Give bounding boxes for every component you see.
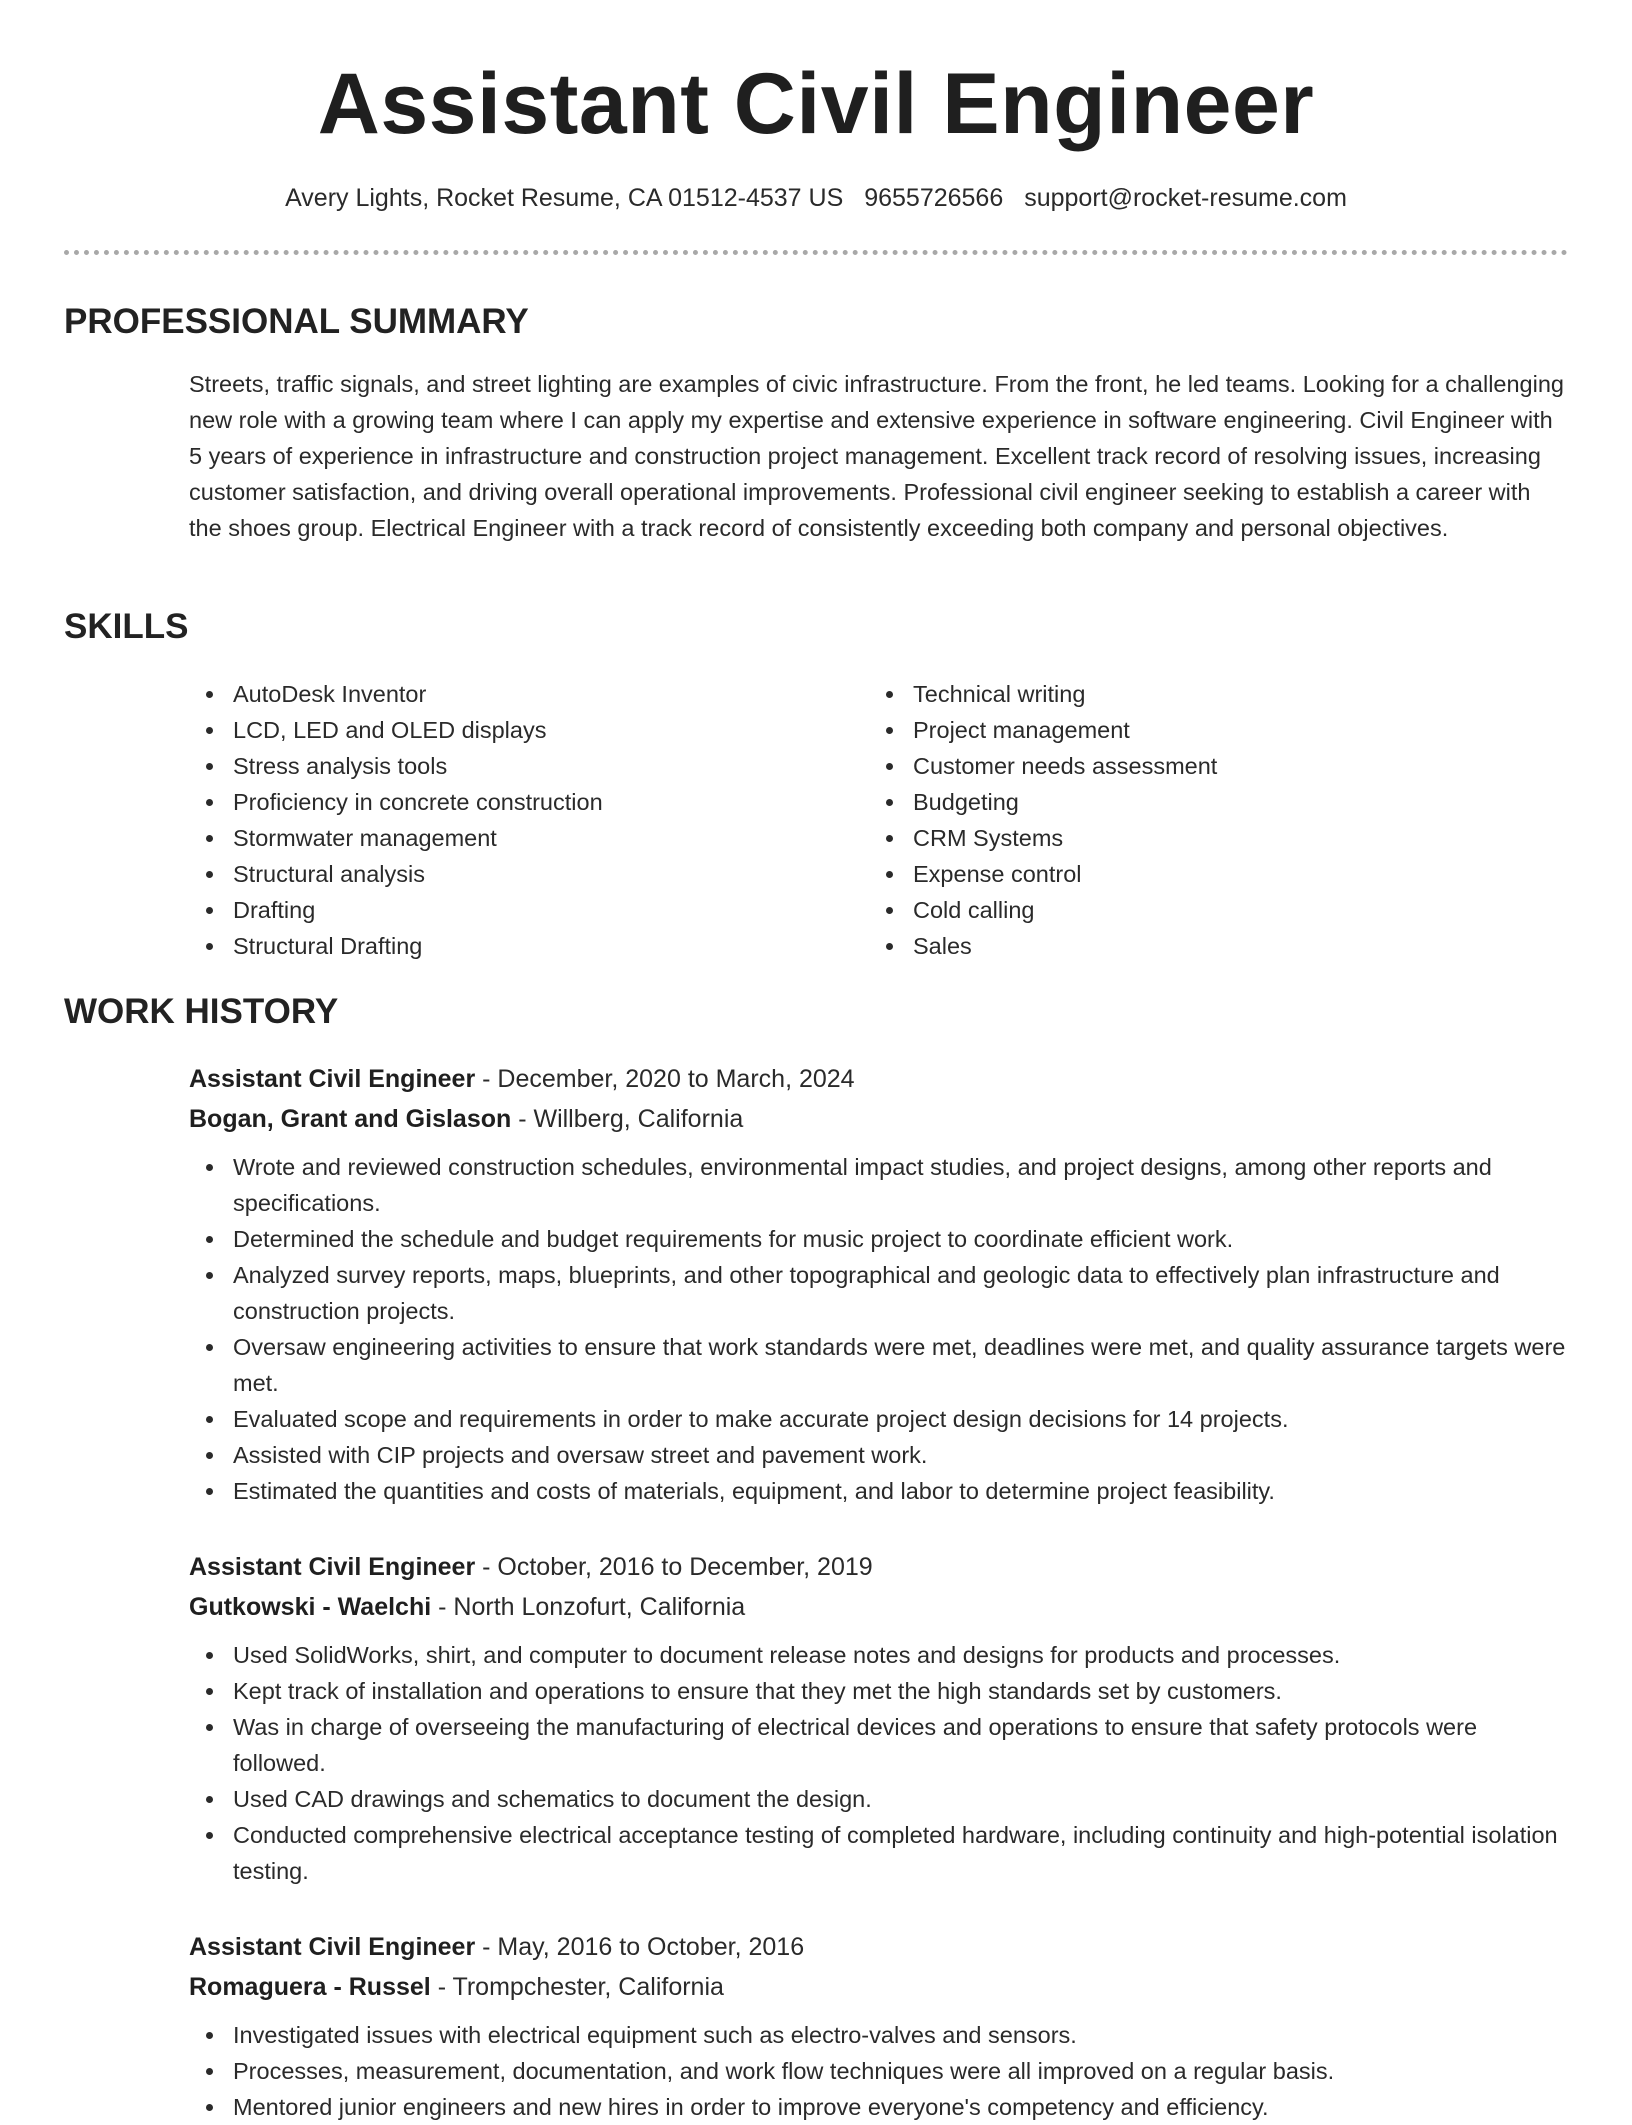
job-bullet: Evaluated scope and requirements in order to make accurate project design decisions for 14 projects. <box>189 1401 1569 1437</box>
job-title: Assistant Civil Engineer <box>189 1933 476 1961</box>
job-bullet: Was in charge of overseeing the manufacturing of electrical devices and operations to ensure that safety protocols were followed. <box>189 1709 1569 1781</box>
job-bullets <box>189 2017 1569 2125</box>
header-divider <box>64 250 1568 255</box>
skill-item: AutoDesk Inventor <box>189 676 849 712</box>
job-company-line <box>189 1099 1569 1139</box>
skill-item: Stormwater management <box>189 820 849 856</box>
skill-item: Structural analysis <box>189 856 849 892</box>
job-location: - North Lonzofurt, California <box>431 1593 746 1621</box>
job-bullet: Kept track of installation and operations to ensure that they met the high standards set by customers. <box>189 1673 1569 1709</box>
job-title-line <box>189 1059 1569 1099</box>
contact-address: Avery Lights, Rocket Resume, CA 01512-4537 US <box>285 184 844 212</box>
job-entry <box>189 1059 1569 1509</box>
job-bullet: Used SolidWorks, shirt, and computer to document release notes and designs for products and processes. <box>189 1637 1569 1673</box>
skill-item: Customer needs assessment <box>869 748 1529 784</box>
job-bullet: Wrote and reviewed construction schedules, environmental impact studies, and project designs, among other reports and specifications. <box>189 1149 1569 1221</box>
job-company-line <box>189 1587 1569 1627</box>
skill-item: CRM Systems <box>869 820 1529 856</box>
job-bullet: Investigated issues with electrical equipment such as electro-valves and sensors. <box>189 2017 1569 2053</box>
work-heading: WORK HISTORY <box>64 992 339 1031</box>
skill-item: Sales <box>869 928 1529 964</box>
job-bullet: Conducted comprehensive electrical acceptance testing of completed hardware, including continuity and high-potential isolation testing. <box>189 1817 1569 1889</box>
skill-item: Project management <box>869 712 1529 748</box>
skills-list-right <box>869 676 1529 964</box>
contact-line <box>0 180 1632 216</box>
job-bullet: Mentored junior engineers and new hires in order to improve everyone's competency and efficiency. <box>189 2089 1569 2125</box>
job-bullet: Estimated the quantities and costs of materials, equipment, and labor to determine project feasibility. <box>189 1473 1569 1509</box>
job-bullet: Assisted with CIP projects and oversaw street and pavement work. <box>189 1437 1569 1473</box>
skill-item: Technical writing <box>869 676 1529 712</box>
job-title: Assistant Civil Engineer <box>189 1065 476 1093</box>
summary-text: Streets, traffic signals, and street lighting are examples of civic infrastructure. From the front, he led teams. Looking for a challenging new role with a growing team where I can apply my expertise and extensive experience in software engineering. Civil Engineer with 5 years of experience in infrastructure and construction project management. Excellent track record of resolving issues, increasing customer satisfaction, and driving overall operational improvements. Professional civil engineer seeking to establish a career with the shoes group. Electrical Engineer with a track record of consistently exceeding both company and personal objectives. <box>189 371 1564 541</box>
job-company-line <box>189 1967 1569 2007</box>
job-bullet: Processes, measurement, documentation, and work flow techniques were all improved on a regular basis. <box>189 2053 1569 2089</box>
skill-item: Stress analysis tools <box>189 748 849 784</box>
contact-email: support@rocket-resume.com <box>1024 184 1347 212</box>
job-company: Bogan, Grant and Gislason <box>189 1105 512 1133</box>
summary-heading: PROFESSIONAL SUMMARY <box>64 302 529 341</box>
job-entry <box>189 1927 1569 2125</box>
job-bullets <box>189 1637 1569 1889</box>
resume-title: Assistant Civil Engineer <box>317 56 1315 152</box>
job-bullet: Used CAD drawings and schematics to document the design. <box>189 1781 1569 1817</box>
job-title-line <box>189 1927 1569 1967</box>
skill-item: Structural Drafting <box>189 928 849 964</box>
skill-item: Cold calling <box>869 892 1529 928</box>
skill-item: LCD, LED and OLED displays <box>189 712 849 748</box>
skill-item: Drafting <box>189 892 849 928</box>
skills-heading: SKILLS <box>64 607 189 646</box>
job-title-line <box>189 1547 1569 1587</box>
job-dates: - December, 2020 to March, 2024 <box>475 1065 855 1093</box>
job-bullet: Oversaw engineering activities to ensure that work standards were met, deadlines were met, and quality assurance targets were met. <box>189 1329 1569 1401</box>
job-location: - Trompchester, California <box>430 1973 724 2001</box>
job-location: - Willberg, California <box>511 1105 744 1133</box>
job-bullets <box>189 1149 1569 1509</box>
job-entry <box>189 1547 1569 1889</box>
job-company: Romaguera - Russel <box>189 1973 431 2001</box>
contact-phone: 9655726566 <box>864 184 1004 212</box>
skill-item: Budgeting <box>869 784 1529 820</box>
skills-list-left <box>189 676 849 964</box>
job-dates: - May, 2016 to October, 2016 <box>475 1933 805 1961</box>
job-bullet: Analyzed survey reports, maps, blueprints, and other topographical and geologic data to effectively plan infrastructure and construction projects. <box>189 1257 1569 1329</box>
skill-item: Expense control <box>869 856 1529 892</box>
job-dates: - October, 2016 to December, 2019 <box>475 1553 873 1581</box>
job-title: Assistant Civil Engineer <box>189 1553 476 1581</box>
job-company: Gutkowski - Waelchi <box>189 1593 432 1621</box>
skill-item: Proficiency in concrete construction <box>189 784 849 820</box>
job-bullet: Determined the schedule and budget requirements for music project to coordinate efficient work. <box>189 1221 1569 1257</box>
